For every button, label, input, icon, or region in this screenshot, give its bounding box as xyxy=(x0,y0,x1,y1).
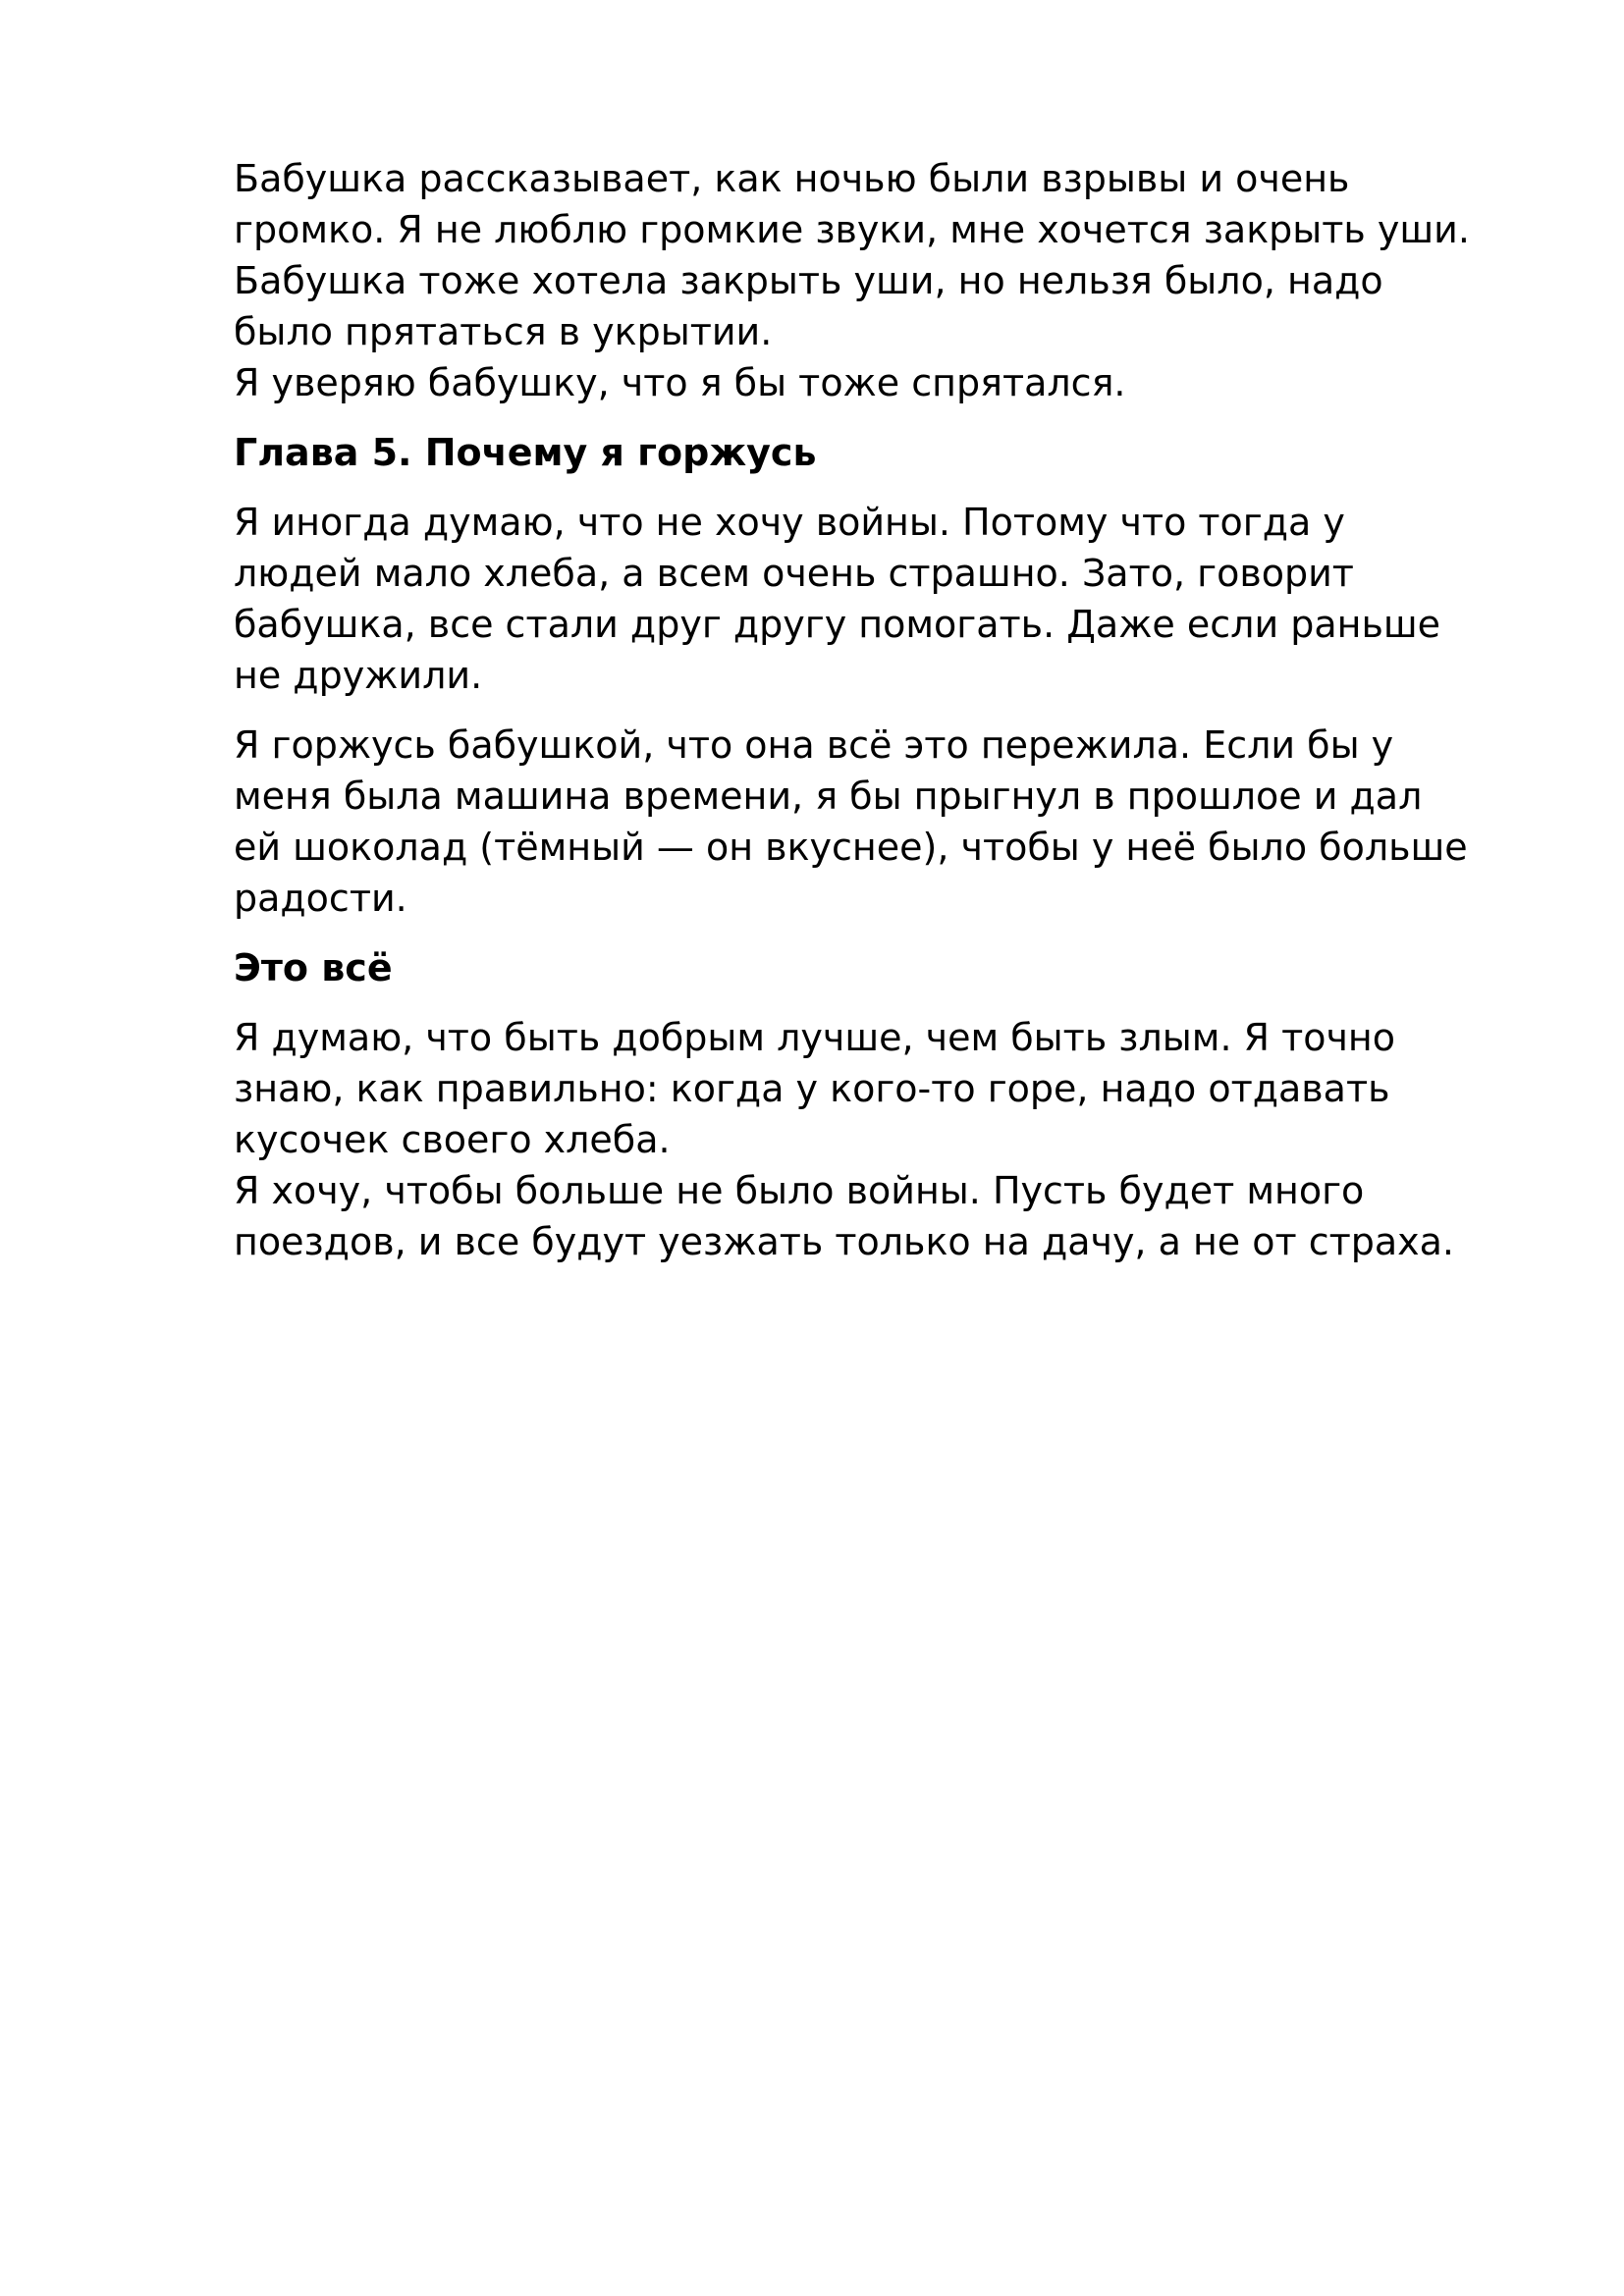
text-line: кусочек своего хлеба. xyxy=(234,1118,671,1161)
text-line: меня была машина времени, я бы прыгнул в прошлое и дал xyxy=(234,774,1423,818)
paragraph-kindness xyxy=(234,1012,1549,1267)
paragraph-grandma-explosions xyxy=(234,153,1549,408)
text-line: Бабушка рассказывает, как ночью были взрывы и очень xyxy=(234,157,1350,200)
text-line: Я горжусь бабушкой, что она всё это пережила. Если бы у xyxy=(234,723,1394,767)
text-line: Я иногда думаю, что не хочу войны. Потому что тогда у xyxy=(234,501,1345,544)
text-line: было прятаться в укрытии. xyxy=(234,310,773,353)
document-page xyxy=(234,153,1549,1267)
text-line: Я уверяю бабушку, что я бы тоже спрятался. xyxy=(234,361,1126,404)
text-line: людей мало хлеба, а всем очень страшно. Зато, говорит xyxy=(234,552,1354,595)
paragraph-proud-of-grandma xyxy=(234,720,1549,924)
text-line: радости. xyxy=(234,877,407,920)
closing-heading: Это всё xyxy=(234,946,393,989)
text-line: Я думаю, что быть добрым лучше, чем быть злым. Я точно xyxy=(234,1016,1396,1059)
text-line: Я хочу, чтобы больше не было войны. Пусть будет много xyxy=(234,1169,1365,1212)
text-line: ей шоколад (тёмный — он вкуснее), чтобы у неё было больше xyxy=(234,826,1468,869)
chapter-5-heading: Глава 5. Почему я горжусь xyxy=(234,431,817,474)
text-line: не дружили. xyxy=(234,654,483,697)
text-line: громко. Я не люблю громкие звуки, мне хочется закрыть уши. xyxy=(234,208,1470,251)
text-line: Бабушка тоже хотела закрыть уши, но нельзя было, надо xyxy=(234,259,1383,302)
paragraph-no-war xyxy=(234,497,1549,701)
text-line: бабушка, все стали друг другу помогать. Даже если раньше xyxy=(234,603,1441,646)
text-line: поездов, и все будут уезжать только на дачу, а не от страха. xyxy=(234,1220,1455,1263)
text-line: знаю, как правильно: когда у кого-то горе, надо отдавать xyxy=(234,1067,1390,1110)
